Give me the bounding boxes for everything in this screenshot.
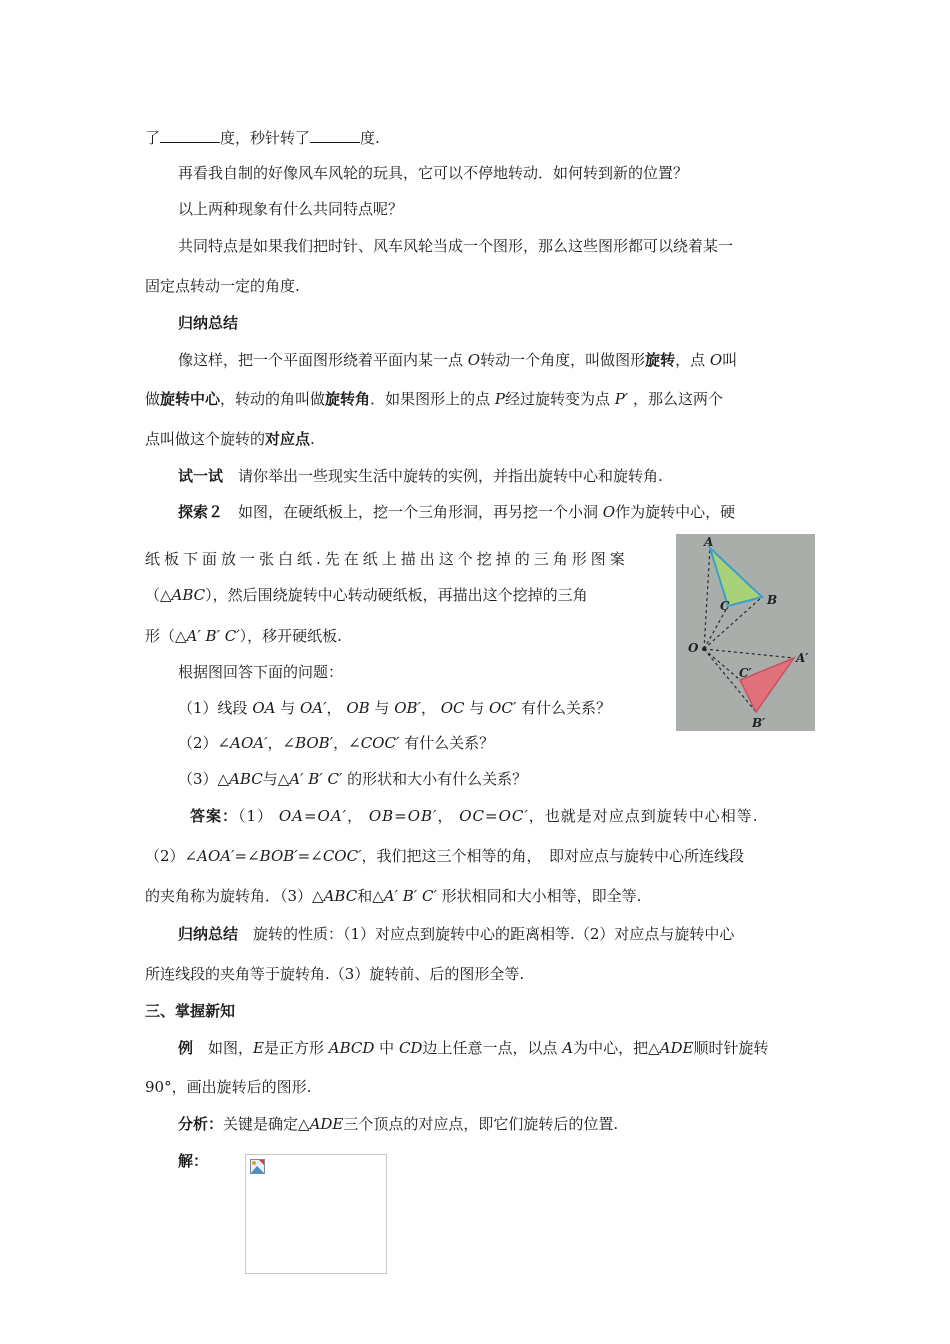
line-1: 了 度，秒针转了 度. — [145, 129, 380, 147]
summary-properties: 归纳总结 旋转的性质：（1）对应点到旋转中心的距离相等.（2）对应点与旋转中心 — [178, 925, 735, 943]
broken-image-icon — [250, 1159, 265, 1174]
explore-2: 探索２ 如图，在硬纸板上，挖一个三角形洞，再另挖一个小洞 O作为旋转中心，硬 — [178, 503, 736, 521]
answer-2: （2）∠AOA′=∠BOB′=∠COC′，我们把这三个相等的角， 即对应点与旋转中心所连线段 — [145, 847, 744, 865]
question-1: （1）线段 OA 与 OA′， OB 与 OB′， OC 与 OC′ 有什么关系？ — [178, 699, 612, 717]
section-3-title: 三、掌握新知 — [145, 1002, 236, 1020]
line-12: （△ABC），然后围绕旋转中心转动硬纸板，再描出这个挖掉的三角 — [145, 586, 588, 604]
line-5: 固定点转动一定的角度. — [145, 277, 300, 295]
try-it: 试一试 请你举出一些现实生活中旋转的实例，并指出旋转中心和旋转角. — [178, 467, 663, 485]
answer-3: 的夹角称为旋转角．（3）△ABC和△A′ B′ C′ 形状相同和大小相等，即全等. — [145, 887, 642, 905]
label-a: A — [704, 535, 714, 549]
line-7: 做旋转中心，转动的角叫做旋转角．如果图形上的点 P经过旋转变为点 P′ ，那么这两个 — [145, 390, 723, 408]
label-c: C — [720, 599, 730, 613]
line-6: 像这样，把一个平面图形绕着平面内某一点 O转动一个角度，叫做图形旋转，点 O叫 — [178, 351, 738, 369]
answer-blank[interactable] — [310, 128, 360, 143]
label-o: O — [688, 641, 699, 655]
question-3: （3）△ABC与△A′ B′ C′ 的形状和大小有什么关系？ — [178, 770, 528, 788]
rotation-center-point — [702, 647, 706, 651]
heading-summary-1: 归纳总结 — [178, 314, 239, 332]
line-13: 形（△A′ B′ C′），移开硬纸板. — [145, 627, 342, 645]
question-2: （2）∠AOA′，∠BOB′，∠COC′ 有什么关系？ — [178, 734, 495, 752]
line-11: 纸板下面放一张白纸.先在纸上描出这个挖掉的三角形图案 — [145, 550, 629, 568]
line-2: 再看我自制的好像风车风轮的玩具，它可以不停地转动．如何转到新的位置？ — [178, 164, 689, 182]
solution-label: 解： — [178, 1152, 209, 1170]
figure-background — [676, 534, 815, 731]
answer-blank[interactable] — [160, 128, 220, 143]
rotation-figure-svg — [676, 534, 815, 731]
line-14: 根据图回答下面的问题： — [178, 663, 344, 681]
label-b: B — [767, 593, 778, 607]
line-4: 共同特点是如果我们把时针、风车风轮当成一个图形，那么这些图形都可以绕着某一 — [178, 237, 734, 255]
label-a-prime: A′ — [796, 651, 809, 665]
rotation-figure — [676, 534, 815, 731]
line-3: 以上两种现象有什么共同特点呢？ — [178, 200, 404, 218]
example-line-2: 90°，画出旋转后的图形. — [145, 1078, 312, 1096]
answer-1: 答案：（1） OA=OA′， OB=OB′， OC=OC′，也就是对应点到旋转中心相等. — [190, 807, 759, 825]
image-placeholder — [245, 1154, 387, 1274]
line-8: 点叫做这个旋转的对应点. — [145, 430, 315, 448]
label-c-prime: C′ — [739, 666, 752, 680]
label-b-prime: B′ — [752, 716, 766, 730]
example-line-1: 例 如图，E是正方形 ABCD 中 CD边上任意一点，以点 A为中心，把△ADE顺时针旋转 — [178, 1039, 769, 1057]
analysis: 分析：关键是确定△ADE三个顶点的对应点，即它们旋转后的位置. — [178, 1115, 619, 1133]
summary-line-2: 所连线段的夹角等于旋转角.（3）旋转前、后的图形全等. — [145, 965, 525, 983]
